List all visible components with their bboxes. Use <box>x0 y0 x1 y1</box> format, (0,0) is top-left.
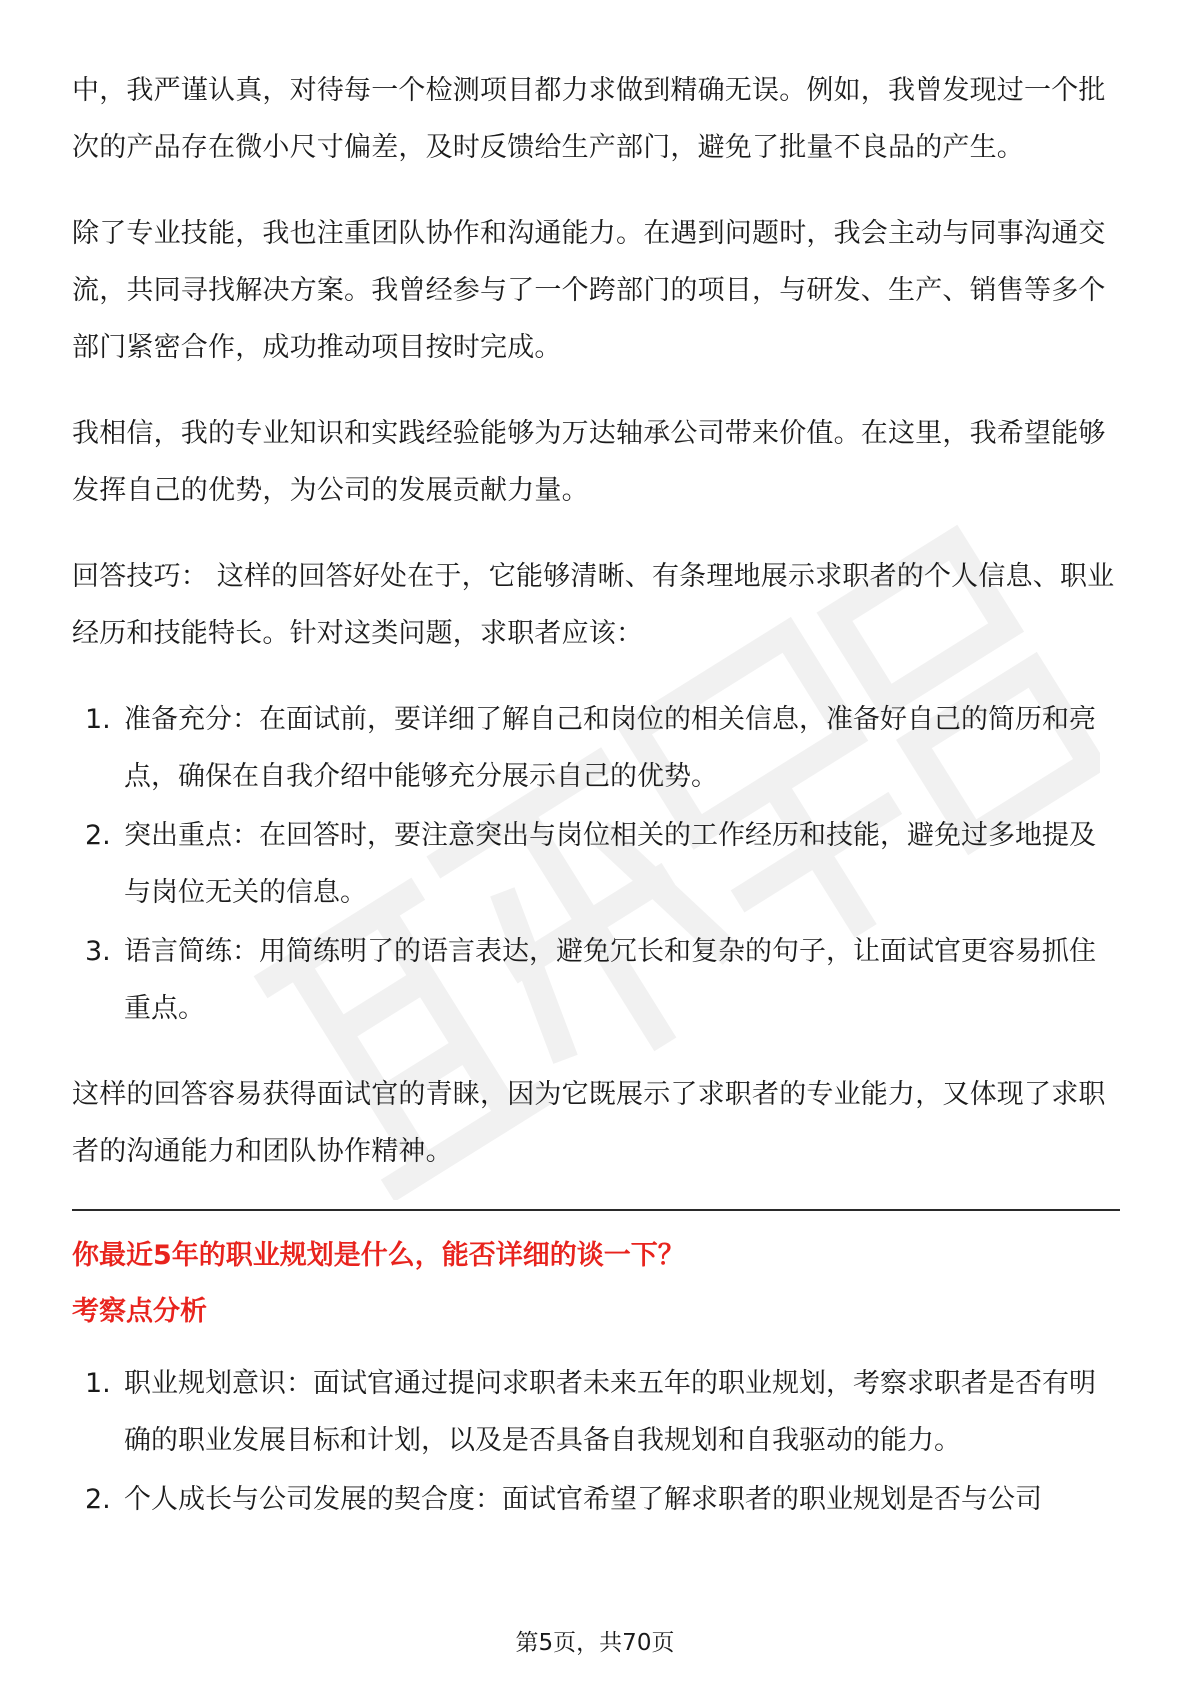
list-number: 1. <box>85 1368 111 1399</box>
list-number: 3. <box>85 936 111 967</box>
question-heading: 你最近5年的职业规划是什么，能否详细的谈一下？ <box>72 1240 685 1271</box>
list-number: 2. <box>85 1484 111 1515</box>
paragraph-tips-intro: 回答技巧： 这样的回答好处在于，它能够清晰、有条理地展示求职者的个人信息、职业经历和技能特长。针对这类问题，求职者应该： <box>72 561 1115 649</box>
paragraph-value: 我相信，我的专业知识和实践经验能够为万达轴承公司带来价值。在这里，我希望能够发挥自己的优势，为公司的发展贡献力量。 <box>72 418 1106 506</box>
list-item <box>72 923 1120 1037</box>
list-text: 突出重点：在回答时，要注意突出与岗位相关的工作经历和技能，避免过多地提及与岗位无关的信息。 <box>124 820 1096 908</box>
list-text: 准备充分：在面试前，要详细了解自己和岗位的相关信息，准备好自己的简历和亮点，确保在自我介绍中能够充分展示自己的优势。 <box>124 704 1096 792</box>
tips-list <box>72 691 1120 1037</box>
analysis-heading: 考察点分析 <box>72 1296 207 1327</box>
page-content <box>72 62 1120 1557</box>
paragraph-teamwork: 除了专业技能，我也注重团队协作和沟通能力。在遇到问题时，我会主动与同事沟通交流，共同寻找解决方案。我曾经参与了一个跨部门的项目，与研发、生产、销售等多个部门紧密合作，成功推动项目按时完成。 <box>72 218 1106 363</box>
list-item <box>72 807 1120 921</box>
list-item <box>72 691 1120 805</box>
list-item <box>72 1471 1120 1528</box>
paragraph-closing: 这样的回答容易获得面试官的青睐，因为它既展示了求职者的专业能力，又体现了求职者的沟通能力和团队协作精神。 <box>72 1079 1106 1167</box>
paragraph-detail: 中，我严谨认真，对待每一个检测项目都力求做到精确无误。例如，我曾发现过一个批次的产品存在微小尺寸偏差，及时反馈给生产部门，避免了批量不良品的产生。 <box>72 75 1106 163</box>
list-number: 2. <box>85 820 111 851</box>
list-number: 1. <box>85 704 111 735</box>
analysis-list <box>72 1355 1120 1528</box>
list-item <box>72 1355 1120 1469</box>
list-text: 个人成长与公司发展的契合度：面试官希望了解求职者的职业规划是否与公司 <box>124 1484 1042 1515</box>
list-text: 语言简练：用简练明了的语言表达，避免冗长和复杂的句子，让面试官更容易抓住重点。 <box>124 936 1096 1024</box>
list-text: 职业规划意识：面试官通过提问求职者未来五年的职业规划，考察求职者是否有明确的职业发展目标和计划，以及是否具备自我规划和自我驱动的能力。 <box>124 1368 1096 1456</box>
page-footer: 第5页，共70页 <box>515 1630 675 1656</box>
section-divider <box>72 1209 1120 1211</box>
